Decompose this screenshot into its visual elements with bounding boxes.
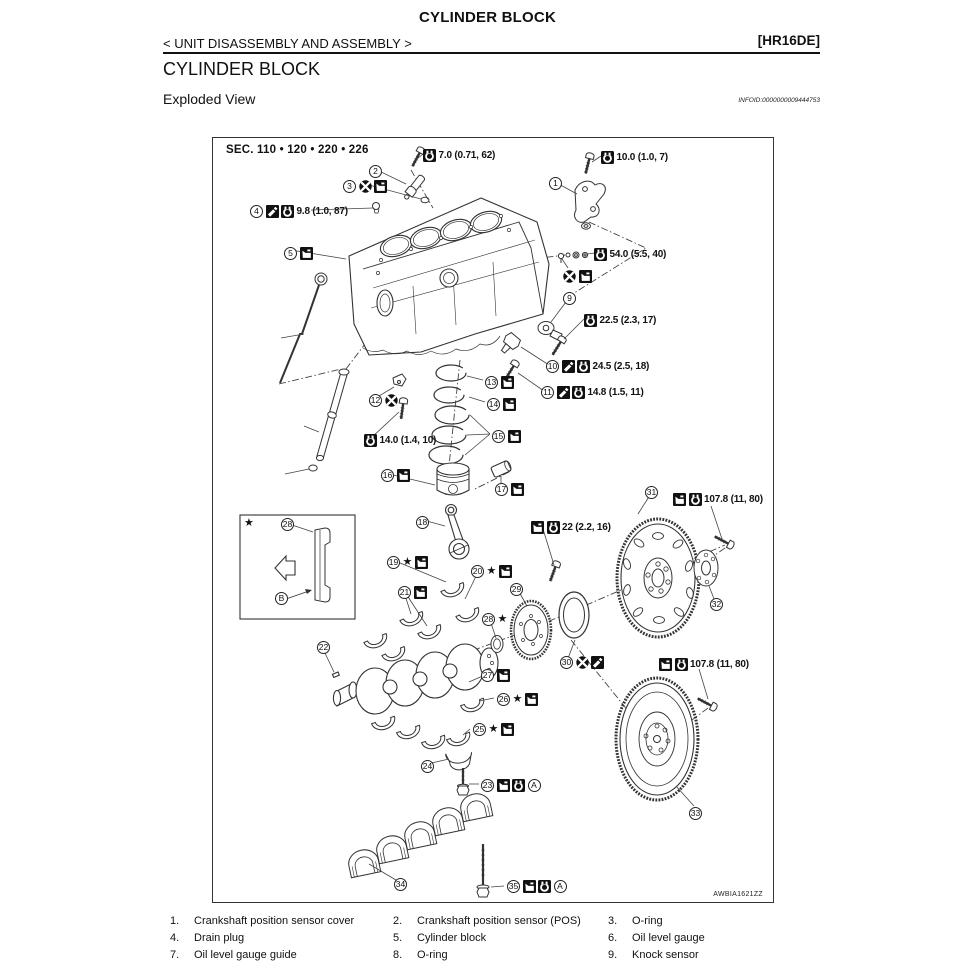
callout-22-row — [317, 640, 330, 654]
callout-20: 20 — [472, 565, 483, 576]
torque-spec: 22 (2.2, 16) — [562, 521, 611, 533]
callout-12: 12 — [370, 394, 381, 405]
ref-letter-B: B — [275, 592, 288, 605]
callout-25: 25 — [474, 723, 485, 734]
callout-28: 28 — [282, 518, 293, 529]
torque-wrench-icon — [594, 248, 607, 261]
callout-27-row — [481, 668, 510, 682]
callout-14: 14 — [488, 398, 499, 409]
callout-31: 31 — [646, 486, 657, 497]
callout-17: 17 — [496, 483, 507, 494]
torque-wrench-icon — [423, 149, 436, 162]
callout-2: 2 — [369, 165, 382, 178]
crankshaft-drawing — [332, 644, 498, 714]
callout-20-row — [471, 564, 512, 578]
callout-17-row — [495, 482, 524, 496]
callout-9-row — [563, 291, 576, 305]
callout-27: 27 — [482, 669, 493, 680]
torque-spec: 24.5 (2.5, 18) — [592, 360, 650, 372]
torque-7.0 — [423, 148, 495, 162]
callout-1: 1 — [549, 177, 562, 190]
callout-15: 15 — [493, 430, 504, 441]
figure-code: AWBIA1621ZZ — [713, 891, 763, 898]
torque-wrench-icon — [675, 658, 688, 671]
callout-35: 35 — [508, 880, 519, 891]
callout-11: 11 — [541, 386, 554, 399]
oil-icon — [300, 247, 313, 260]
exploded-view-figure — [212, 137, 774, 903]
oil-icon — [499, 565, 512, 578]
torque-wrench-icon — [364, 434, 377, 447]
legend-item-7: 7. Oil level gauge guide — [170, 949, 297, 961]
callout-24-row — [421, 759, 434, 773]
torque-wrench-icon — [547, 521, 560, 534]
subsection-heading: Exploded View — [163, 91, 256, 107]
main-cap-bolt — [477, 844, 489, 897]
callout-25-row — [473, 722, 514, 736]
oil-icon — [525, 693, 538, 706]
callout-10: 10 — [547, 360, 558, 371]
callout-14-row — [487, 397, 516, 411]
rear-oil-seal — [559, 592, 589, 638]
section-heading: CYLINDER BLOCK — [163, 59, 321, 79]
torque-54.0 — [594, 247, 666, 261]
legend-item-5: 5. Cylinder block — [393, 932, 487, 944]
callout-4: 4 — [250, 205, 263, 218]
piston-rings — [429, 365, 469, 464]
torque-wrench-icon — [512, 779, 525, 792]
torque-wrench-icon — [584, 314, 597, 327]
oil-icon — [415, 556, 428, 569]
torque-wrench-icon — [601, 151, 614, 164]
legend-item-6: 6. Oil level gauge — [608, 932, 705, 944]
piston-and-rod — [437, 460, 512, 559]
callout-5-row — [284, 246, 313, 260]
callout-18: 18 — [417, 516, 428, 527]
callout-32-row — [710, 597, 723, 611]
o-ring-3 — [421, 197, 429, 203]
inset-ref-b — [275, 591, 288, 605]
callout-30: 30 — [561, 656, 572, 667]
page-title: CYLINDER BLOCK — [419, 9, 556, 26]
replace-icon — [563, 270, 576, 283]
star-marker: ★ — [244, 516, 254, 529]
flywheel — [616, 678, 698, 800]
legend-item-3: 3. O-ring — [608, 915, 663, 927]
torque-10.0 — [601, 150, 668, 164]
callout-19-row — [387, 555, 428, 569]
torque-spec: 14.0 (1.4, 10) — [379, 434, 437, 446]
oil-icon — [659, 658, 672, 671]
star-marker: ★ — [512, 692, 523, 705]
star-marker: ★ — [402, 555, 413, 568]
star-marker: ★ — [486, 564, 497, 577]
callout-24: 24 — [422, 760, 433, 771]
oil-icon — [531, 521, 544, 534]
torque-spec: 54.0 (5.5, 40) — [609, 248, 667, 260]
callout-16-row — [381, 468, 410, 482]
callout-28-star-row — [482, 612, 507, 626]
oil-icon — [374, 180, 387, 193]
infoid-label: INFOID:0000000009444753 — [738, 97, 820, 104]
engine-model-code: [HR16DE] — [757, 33, 820, 48]
legend-item-9: 9. Knock sensor — [608, 949, 699, 961]
sensor-cover — [575, 181, 606, 222]
oil-icon — [503, 398, 516, 411]
star-marker: ★ — [497, 612, 508, 625]
oil-icon — [508, 430, 521, 443]
torque-107.8-driveplate — [673, 492, 763, 506]
ref-letter-A: A — [528, 779, 541, 792]
oil-icon — [497, 779, 510, 792]
legend-item-2: 2. Crankshaft position sensor (POS) — [393, 915, 581, 927]
ring-28 — [491, 636, 503, 653]
torque-22.5 — [584, 313, 656, 327]
drive-plate — [617, 519, 699, 637]
rod-bolt — [457, 768, 469, 795]
callout-23-row — [481, 778, 541, 792]
torque-wrench-icon — [281, 205, 294, 218]
star-marker: ★ — [488, 722, 499, 735]
callout-18-row — [416, 515, 429, 529]
callout-28: 28 — [483, 613, 494, 624]
callout-16: 16 — [382, 469, 393, 480]
callout-5: 5 — [284, 247, 297, 260]
callout-2-row — [369, 164, 382, 178]
legend-item-1: 1. Crankshaft position sensor cover — [170, 915, 355, 927]
oil-icon — [579, 270, 592, 283]
main-bearing-caps — [346, 791, 493, 878]
callout-23: 23 — [482, 779, 493, 790]
oil-icon — [397, 469, 410, 482]
callout-34: 34 — [395, 878, 406, 889]
callout-29: 29 — [511, 583, 522, 594]
parts-legend — [170, 915, 790, 961]
sealant-icon — [557, 386, 570, 399]
oil-icon — [673, 493, 686, 506]
replace-oil-row — [563, 269, 592, 283]
torque-14.0 — [364, 433, 436, 447]
torque-spec: 14.8 (1.5, 11) — [587, 386, 644, 398]
replace-icon — [385, 394, 398, 407]
ref-letter-A: A — [554, 880, 567, 893]
callout-3-row — [343, 179, 387, 193]
callout-15-row — [492, 429, 521, 443]
torque-wrench-icon — [572, 386, 585, 399]
oil-icon — [414, 586, 427, 599]
sec-label: SEC. 110 • 120 • 220 • 226 — [226, 144, 369, 156]
oil-icon — [501, 376, 514, 389]
sealant-icon — [562, 360, 575, 373]
callout-35-row — [507, 879, 567, 893]
oil-icon — [501, 723, 514, 736]
torque-spec: 7.0 (0.71, 62) — [438, 149, 496, 161]
torque-spec: 22.5 (2.3, 17) — [599, 314, 657, 326]
torque-107.8-flywheel — [659, 657, 749, 671]
legend-item-8: 8. O-ring — [393, 949, 448, 961]
callout-3: 3 — [343, 180, 356, 193]
oil-level-gauge-drawing — [280, 273, 349, 471]
inset-star — [244, 516, 254, 530]
drain-plug — [373, 203, 380, 210]
callout-29-row — [510, 582, 523, 596]
callout-21-row — [398, 585, 427, 599]
callout-13: 13 — [486, 376, 497, 387]
drive-plate-adapter — [694, 550, 718, 586]
callout-26: 26 — [498, 693, 509, 704]
replace-icon — [359, 180, 372, 193]
inset-detail-box — [240, 515, 355, 619]
inset-callout-28 — [281, 517, 294, 531]
breadcrumb: < UNIT DISASSEMBLY AND ASSEMBLY > — [163, 36, 412, 51]
header-rule — [163, 52, 820, 54]
torque-9.8 — [250, 204, 348, 218]
torque-14.8 — [541, 385, 644, 399]
oil-icon — [497, 669, 510, 682]
legend-item-4: 4. Drain plug — [170, 932, 245, 944]
torque-wrench-icon — [577, 360, 590, 373]
sealant-icon — [266, 205, 279, 218]
o-ring-8 — [309, 465, 317, 471]
torque-wrench-icon — [689, 493, 702, 506]
callout-32: 32 — [711, 598, 722, 609]
torque-spec: 107.8 (11, 80) — [704, 493, 763, 505]
rod-cap — [446, 750, 474, 771]
callout-22: 22 — [318, 641, 329, 652]
torque-spec: 107.8 (11, 80) — [690, 658, 749, 670]
callout-19: 19 — [388, 556, 399, 567]
callout-21: 21 — [399, 586, 410, 597]
callout-1-row — [549, 176, 562, 190]
torque-spec: 10.0 (1.0, 7) — [616, 151, 668, 163]
callout-12-row — [369, 393, 398, 407]
torque-spec: 9.8 (1.0, 87) — [296, 205, 348, 217]
cylinder-block-drawing — [349, 198, 549, 355]
callout-26-row — [497, 692, 538, 706]
callout-31-row — [645, 485, 658, 499]
oil-icon — [511, 483, 524, 496]
callout-33: 33 — [690, 807, 701, 818]
woodruff-key — [332, 672, 339, 677]
oil-icon — [523, 880, 536, 893]
torque-22 — [531, 520, 611, 534]
signal-plate — [511, 601, 551, 659]
callout-34-row — [394, 877, 407, 891]
replace-icon — [576, 656, 589, 669]
callout-30-row — [560, 655, 604, 669]
sealant-icon — [591, 656, 604, 669]
callout-9: 9 — [563, 292, 576, 305]
torque-wrench-icon — [538, 880, 551, 893]
callout-33-row — [689, 806, 702, 820]
callout-13-row — [485, 375, 514, 389]
torque-24.5 — [546, 359, 649, 373]
